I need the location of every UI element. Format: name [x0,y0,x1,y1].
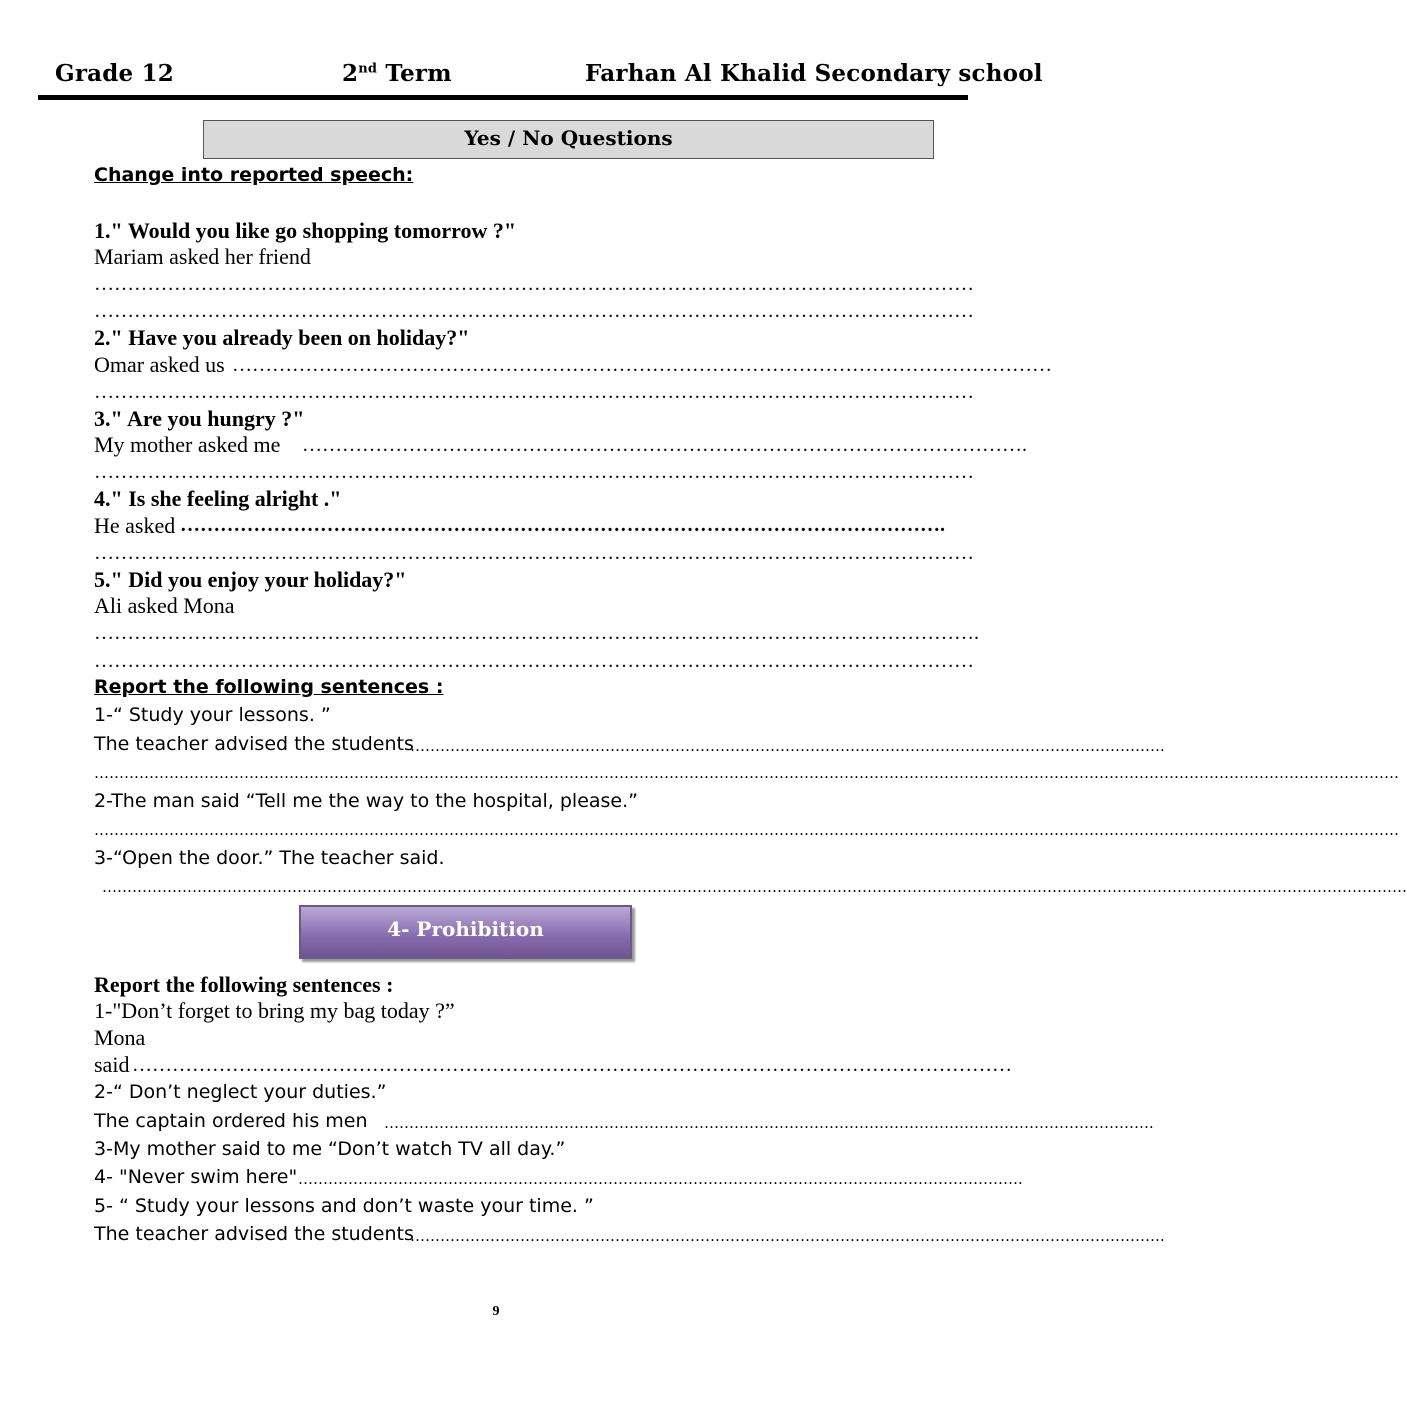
answer-line: ………………………………………………………………………………………………………………………………………. [384,1114,1154,1132]
sentence-2: 2-The man said “Tell me the way to the hospital, please.” [94,790,638,812]
answer-line: ……………………………………………………………………………………………………………………………………………………………………………………………………………………………………… [94,764,1399,782]
question-3-stem: My mother asked me [94,432,281,457]
term-number: 2 [342,60,359,87]
sentence-1: 1-“ Study your lessons. ” [94,704,331,726]
answer-line: …………………………………………………………………………………………………………………… [94,461,974,483]
answer-line: …………………………………………………………………………………………………………………… [94,300,974,322]
answer-line: ……………………………………………………………………………………………………………………………………. [410,737,1165,755]
prohibition-sentence-1: 1-"Don’t forget to bring my bag today ?” [94,998,455,1023]
answer-line: …………………………………………………………………………………………………………………… [132,1054,1012,1076]
answer-line: ……………………………………………………………………………………………………………………………………………………………………………………………………………………………………… [94,821,1399,839]
answer-line: ………………………………………………………………………………………………………………………………. [298,1170,1023,1188]
answer-line: ……………………………………………………………………………………………………………………………………. [410,1227,1165,1245]
prohibition-sentence-2: 2-“ Don’t neglect your duties.” [94,1081,387,1103]
instruction-report-sentences: Report the following sentences : [94,676,444,698]
question-4-stem: He asked [94,513,176,538]
answer-line: …………………………………………………………………………………………………………… [232,354,1052,376]
answer-line: ……………………………………………………………………………………………………. [180,514,945,536]
header-school: Farhan Al Khalid Secondary school [585,60,1043,87]
question-4: 4." Is she feeling alright ." [94,486,342,511]
prohibition-sentence-3: 3-My mother said to me “Don’t watch TV all day.” [94,1138,566,1160]
question-5: 5." Did you enjoy your holiday?" [94,567,407,592]
answer-line: …………………………………………………………………………………………………………………… [94,273,974,295]
question-3: 3." Are you hungry ?" [94,406,305,431]
term-suffix: nd [358,61,378,77]
header-grade: Grade 12 [55,60,174,87]
answer-line: ……………………………………………………………………………………………………………………………………………………………………………………………………………………………………… [102,878,1407,896]
section-title-yes-no: Yes / No Questions [203,120,934,159]
question-1: 1." Would you like go shopping tomorrow ?" [94,218,517,243]
instruction-report-sentences-2: Report the following sentences : [94,972,394,997]
answer-line: ………………………………………………………………………………………………. [302,434,1027,456]
page-number: 9 [492,1304,500,1319]
question-5-stem: Ali asked Mona [94,593,235,618]
question-2-stem: Omar asked us [94,352,225,377]
prohibition-sentence-5-stem: The teacher advised the students [94,1223,414,1245]
question-2: 2." Have you already been on holiday?" [94,325,470,350]
question-1-stem: Mariam asked her friend [94,244,311,269]
instruction-reported-speech: Change into reported speech: [94,164,414,186]
section-title-prohibition: 4- Prohibition [299,905,632,959]
answer-line: ……………………………………………………………………………………………………………………. [94,622,979,644]
header-term [342,60,452,87]
prohibition-sentence-2-stem: The captain ordered his men [94,1110,368,1132]
answer-line: …………………………………………………………………………………………………………………… [94,542,974,564]
sentence-3: 3-“Open the door.” The teacher said. [94,847,445,869]
term-word: Term [385,60,452,87]
answer-line: …………………………………………………………………………………………………………………… [94,650,974,672]
prohibition-sentence-5: 5- “ Study your lessons and don’t waste your time. ” [94,1195,594,1217]
prohibition-sentence-1-stem: said [94,1052,130,1077]
prohibition-sentence-1-subject: Mona [94,1025,146,1050]
prohibition-sentence-4: 4- "Never swim here" [94,1166,298,1188]
answer-line: …………………………………………………………………………………………………………………… [94,381,974,403]
sentence-1-stem: The teacher advised the students [94,733,414,755]
header-divider [38,95,968,100]
